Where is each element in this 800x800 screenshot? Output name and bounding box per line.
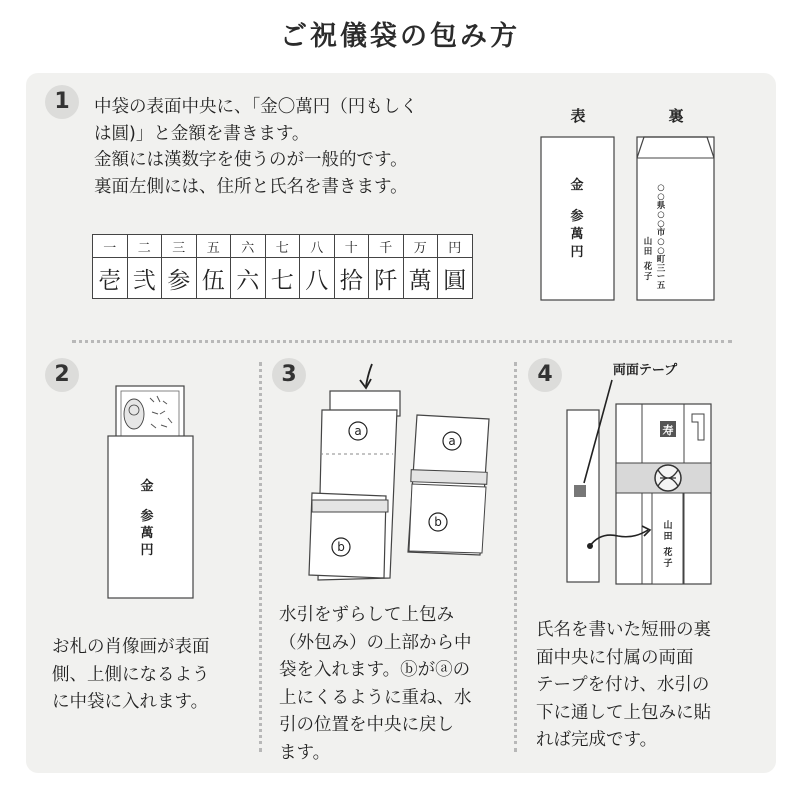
label-b: b — [337, 540, 345, 554]
step-4-line: テープを付け、水引の — [536, 675, 710, 695]
attach-arrow-dot-icon — [587, 543, 593, 549]
kanji-normal-cell: 十 — [334, 235, 369, 258]
label-a-right: a — [448, 434, 456, 448]
step-1-text — [94, 94, 534, 200]
portrait-icon — [124, 399, 144, 429]
step-3-number: 3 — [272, 358, 306, 392]
name-strip-text: 山田花子 — [663, 521, 673, 569]
kanji-formal-cell: 弐 — [127, 258, 162, 299]
vertical-divider-1 — [259, 362, 262, 752]
kanji-normal-cell: 万 — [403, 235, 438, 258]
kanji-formal-row — [93, 258, 473, 299]
back-envelope-name: 山田花子 — [643, 237, 653, 282]
horizontal-divider — [72, 340, 732, 343]
step-4-line: れば完成です。 — [536, 730, 658, 750]
kanji-formal-cell: 萬 — [403, 258, 438, 299]
kanji-normal-cell: 五 — [196, 235, 231, 258]
outer-wrap-right-bottom — [409, 484, 486, 553]
step-1-envelopes-illustration — [530, 95, 740, 310]
step-4-line: 下に通して上包みに貼 — [536, 702, 711, 723]
step-2-envelope-kin: 金 — [140, 479, 154, 494]
step-4-illustration — [560, 355, 760, 590]
back-label: 裏 — [668, 107, 684, 125]
step-3-line: 水引をずらして上包み — [279, 605, 454, 625]
kanji-normal-cell: 七 — [265, 235, 300, 258]
kanji-normal-cell: 一 — [93, 235, 128, 258]
step-3-text — [279, 602, 472, 767]
kanji-formal-cell: 圓 — [438, 258, 473, 299]
step-4-line: 面中央に付属の両面 — [536, 647, 694, 668]
kanji-normal-cell: 三 — [162, 235, 197, 258]
step-3-line: ます。 — [279, 742, 331, 763]
step-3-line: 引の位置を中央に戻し — [279, 715, 454, 735]
kanji-normal-cell: 円 — [438, 235, 473, 258]
label-a: a — [354, 424, 362, 438]
step-2-text — [52, 634, 210, 717]
kotobuki-text: 寿 — [662, 424, 674, 437]
kanji-formal-cell: 伍 — [196, 258, 231, 299]
kanji-formal-cell: 阡 — [369, 258, 404, 299]
kanji-normal-cell: 六 — [231, 235, 266, 258]
step-2-envelope-amount: 参萬円 — [140, 509, 154, 558]
step-3-line: 上にくるように重ね、水 — [279, 687, 472, 708]
kanji-normal-cell: 千 — [369, 235, 404, 258]
kanji-formal-cell: 参 — [162, 258, 197, 299]
step-4-line: 氏名を書いた短冊の裏 — [536, 620, 711, 640]
step-3-line: 袋を入れます。ⓑがⓐの — [279, 660, 471, 680]
kanji-formal-cell: 壱 — [93, 258, 128, 299]
step-2-illustration — [100, 380, 200, 600]
mizuhiki-band-right — [411, 470, 487, 485]
step-4-number: 4 — [528, 358, 562, 392]
step-4-text — [536, 617, 711, 755]
step-1-line: 裏面左側には、住所と氏名を書きます。 — [94, 176, 408, 197]
step-3-illustration — [300, 360, 500, 585]
page-title: ご祝儀袋の包み方 — [280, 21, 520, 52]
step-1-line: 金額には漢数字を使うのが一般的です。 — [94, 150, 408, 170]
step-2-line: お札の肖像画が表面 — [52, 637, 210, 657]
step-2-line: に中袋に入れます。 — [52, 692, 209, 712]
front-envelope-amount: 参萬円 — [570, 209, 584, 260]
step-2-number: 2 — [45, 358, 79, 392]
kanji-formal-cell: 六 — [231, 258, 266, 299]
vertical-divider-2 — [514, 362, 517, 752]
kanji-formal-cell: 八 — [300, 258, 335, 299]
front-envelope-kin: 金 — [570, 178, 584, 193]
kanji-numeral-table — [92, 234, 473, 299]
step-1-line: 中袋の表面中央に、「金〇萬円（円もしく — [94, 97, 418, 117]
kanji-normal-cell: 八 — [300, 235, 335, 258]
back-envelope-address: ○ ○県○ ○市○ ○町三ー五 — [656, 183, 666, 291]
tape-label: 両面テープ — [612, 363, 678, 378]
step-1-number: 1 — [45, 85, 79, 119]
double-sided-tape — [574, 485, 586, 497]
label-b-right: b — [434, 515, 442, 529]
step-2-line: 側、上側になるよう — [52, 664, 210, 685]
kanji-formal-cell: 拾 — [334, 258, 369, 299]
step-1-line: は圓)」と金額を書きます。 — [94, 123, 310, 144]
front-label: 表 — [570, 107, 586, 125]
arrow-head-icon — [360, 379, 371, 388]
kanji-normal-row — [93, 235, 473, 258]
kanji-normal-cell: 二 — [127, 235, 162, 258]
mizuhiki-band-left — [312, 500, 388, 512]
step-3-line: （外包み）の上部から中 — [279, 632, 472, 653]
kanji-formal-cell: 七 — [265, 258, 300, 299]
